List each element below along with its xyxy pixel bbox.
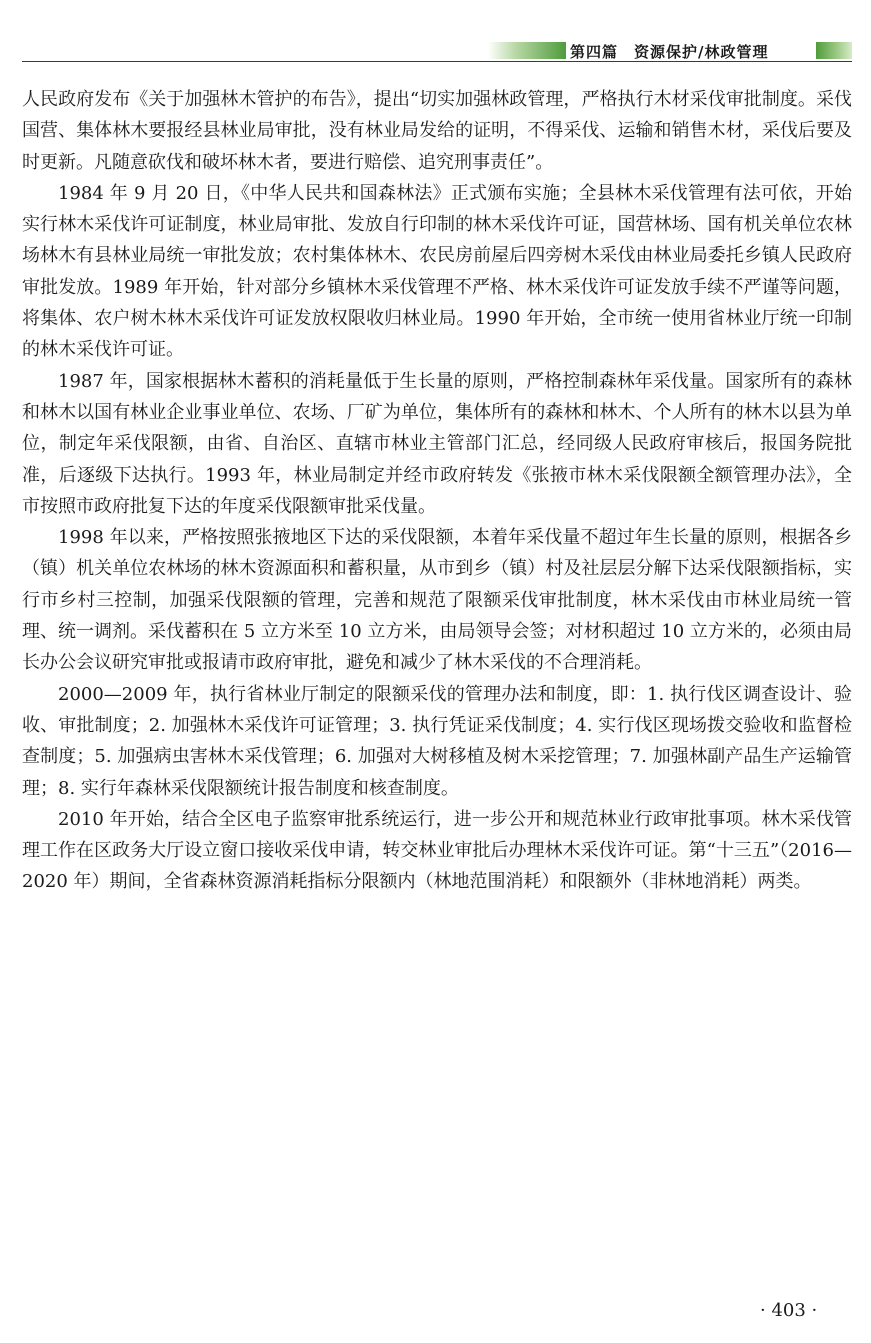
paragraph-2010-approval-system: 2010 年开始，结合全区电子监察审批系统运行，进一步公开和规范林业行政审批事项。林木采伐管理工作在区政务大厅设立窗口接收采伐申请，转交林业审批后办理林木采伐许可证。第“十三五”（2016—2020 年）期间，全省森林资源消耗指标分限额内（林地范围消耗）和限额外（非林地消耗）两类。 xyxy=(22,808,852,893)
section-title: 第四篇 资源保护/林政管理 xyxy=(570,43,769,61)
header-decor-bar-right xyxy=(816,42,852,59)
paragraph-continuation: 人民政府发布《关于加强林木管护的布告》，提出“切实加强林政管理，严格执行木材采伐审批制度。采伐国营、集体林木要报经县林业局审批，没有林业局发给的证明，不得采伐、运输和销售木材，采伐后要及时更新。凡随意砍伐和破坏林木者，要进行赔偿、追究刑事责任”。 xyxy=(22,89,852,173)
paragraph-1984-forest-law: 1984 年 9 月 20 日，《中华人民共和国森林法》正式颁布实施；全县林木采伐管理有法可依，开始实行林木采伐许可证制度，林业局审批、发放自行印制的林木采伐许可证，国营林场、国有机关单位农林场林木有县林业局统一审批发放；农村集体林木、农民房前屋后四旁树木采伐由林业局委托乡镇人民政府审批发放。1989 年开始，针对部分乡镇林木采伐管理不严格、林木采伐许可证发放手续不严谨等问题，将集体、农户树木林木采伐许可证发放权限收归林业局。1990 年开始，全市统一使用省林业厅统一印制的林木采伐许可证。 xyxy=(22,182,852,361)
body-text xyxy=(22,84,852,898)
running-header xyxy=(22,40,852,62)
paragraph-1998-quota-management: 1998 年以来，严格按照张掖地区下达的采伐限额，本着年采伐量不超过年生长量的原则，根据各乡（镇）机关单位农林场的林木资源面积和蓄积量，从市到乡（镇）村及社层层分解下达采伐限额指标，实行市乡村三控制，加强采伐限额的管理，完善和规范了限额采伐审批制度，林木采伐由市林业局统一管理、统一调剂。采伐蓄积在 5 立方米至 10 立方米，由局领导会签；对材积超过 10 立方米的，必须由局长办公会议研究审批或报请市政府审批，避免和减少了林木采伐的不合理消耗。 xyxy=(22,527,852,674)
paragraph-2000-2009-rules: 2000—2009 年，执行省林业厅制定的限额采伐的管理办法和制度，即：1. 执行伐区调查设计、验收、审批制度；2. 加强林木采伐许可证管理；3. 执行凭证采伐制度；4. 实行伐区现场拨交验收和监督检查制度；5. 加强病虫害林木采伐管理；6. 加强对大树移植及树木采挖管理；7. 加强林副产品生产运输管理；8. 实行年森林采伐限额统计报告制度和核查制度。 xyxy=(22,683,852,799)
header-rule xyxy=(22,61,852,62)
paragraph-1987-harvest-quota: 1987 年，国家根据林木蓄积的消耗量低于生长量的原则，严格控制森林年采伐量。国家所有的森林和林木以国有林业企业事业单位、农场、厂矿为单位，集体所有的森林和林木、个人所有的林木以县为单位，制定年采伐限额，由省、自治区、直辖市林业主管部门汇总，经同级人民政府审核后，报国务院批准，后逐级下达执行。1993 年，林业局制定并经市政府转发《张掖市林木采伐限额全额管理办法》，全市按照市政府批复下达的年度采伐限额审批采伐量。 xyxy=(22,370,852,517)
header-decor-bar-left xyxy=(488,42,566,59)
page-number: · 403 · xyxy=(760,1300,818,1321)
